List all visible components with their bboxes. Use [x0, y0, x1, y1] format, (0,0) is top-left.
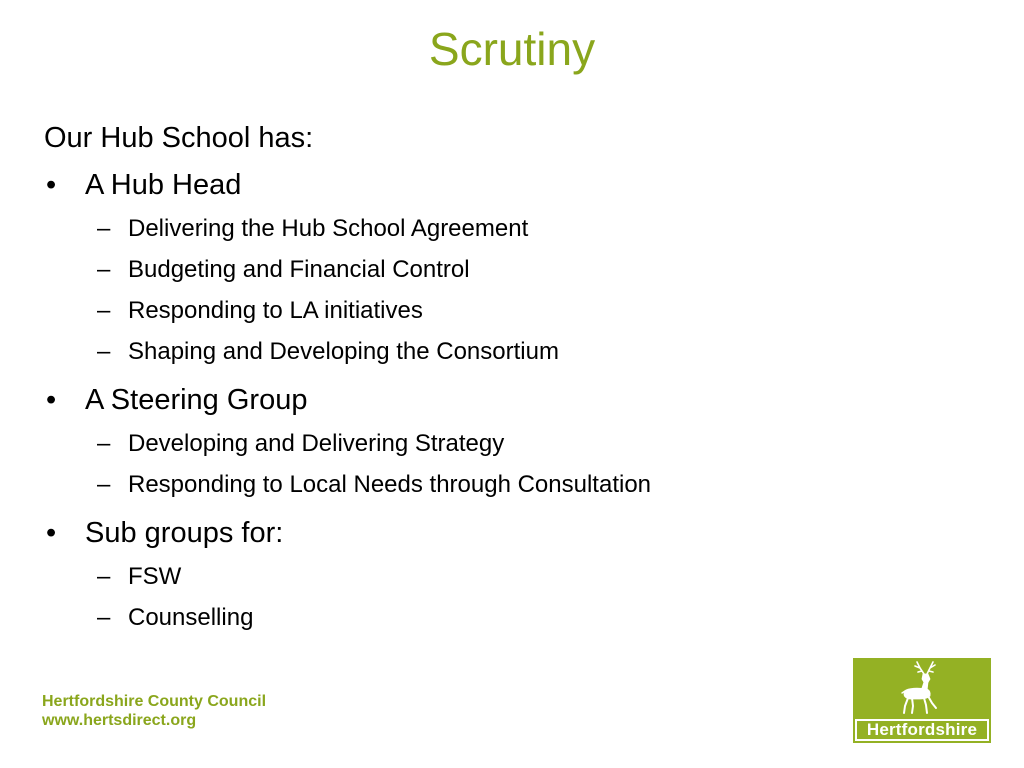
hertfordshire-logo [853, 658, 991, 743]
sub-item-label: Developing and Delivering Strategy [128, 430, 505, 457]
sub-item [97, 469, 944, 501]
bullet-item [44, 513, 944, 553]
stag-icon [893, 660, 951, 716]
dash-glyph: – [97, 471, 111, 498]
dash-glyph: – [97, 256, 111, 283]
sub-item [97, 336, 944, 368]
intro-text: Our Hub School has: [44, 122, 314, 154]
slide-body [44, 118, 944, 643]
bullet-group-sub-groups [44, 513, 944, 634]
bullet-item [44, 380, 944, 420]
bullet-label: A Steering Group [85, 384, 308, 416]
dash-glyph: – [97, 563, 111, 590]
logo-wordmark: Hertfordshire [855, 719, 989, 741]
dash-glyph: – [97, 297, 111, 324]
footer-org-name: Hertfordshire County Council [42, 693, 267, 710]
sub-item-label: Budgeting and Financial Control [128, 256, 470, 283]
sub-item-label: Delivering the Hub School Agreement [128, 215, 529, 242]
footer [42, 692, 266, 730]
sub-item [97, 602, 944, 634]
sub-item [97, 561, 944, 593]
bullet-glyph: • [46, 517, 57, 549]
sub-item [97, 254, 944, 286]
dash-glyph: – [97, 215, 111, 242]
bullet-group-hub-head [44, 165, 944, 368]
bullet-label: A Hub Head [85, 169, 242, 201]
sub-item-label: Responding to Local Needs through Consultation [128, 471, 652, 498]
bullet-glyph: • [46, 384, 57, 416]
slide-title: Scrutiny [428, 23, 596, 75]
sub-item [97, 213, 944, 245]
dash-glyph: – [97, 430, 111, 457]
sub-item-label: Shaping and Developing the Consortium [128, 338, 559, 365]
dash-glyph: – [97, 338, 111, 365]
bullet-group-steering-group [44, 380, 944, 501]
sub-item-label: Counselling [128, 604, 254, 631]
sub-item-label: FSW [128, 563, 182, 590]
sub-item-label: Responding to LA initiatives [128, 297, 423, 324]
sub-item [97, 428, 944, 460]
bullet-glyph: • [46, 169, 57, 201]
dash-glyph: – [97, 604, 111, 631]
bullet-item [44, 165, 944, 205]
sub-item [97, 295, 944, 327]
footer-url: www.hertsdirect.org [42, 712, 197, 729]
bullet-label: Sub groups for: [85, 517, 284, 549]
